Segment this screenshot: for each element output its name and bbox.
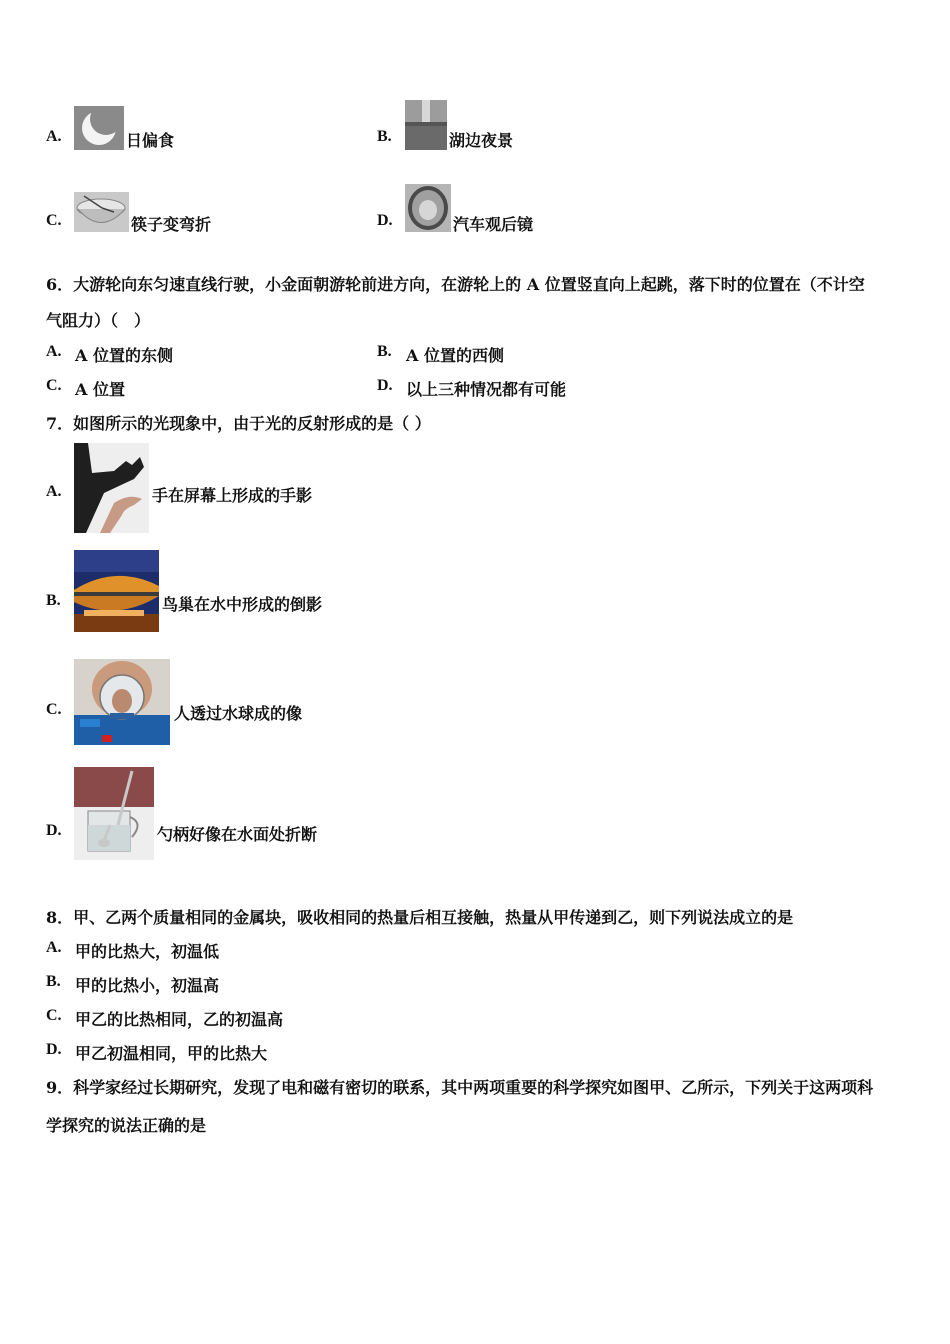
lakeside-night-photo [405, 100, 447, 150]
option-letter: A. [46, 343, 62, 360]
birds-nest-reflection-photo [74, 550, 159, 632]
option-text: 日偏食 [126, 131, 175, 150]
option-text: 手在屏幕上形成的手影 [152, 486, 313, 505]
option-letter: C. [46, 1007, 62, 1024]
option-letter: B. [377, 343, 392, 360]
question-stem-continued: 学探究的说法正确的是 [46, 1116, 207, 1135]
option-text: 湖边夜景 [449, 131, 514, 150]
option-letter: D. [377, 212, 393, 229]
option-letter: C. [46, 377, 62, 394]
partial-solar-eclipse-photo [74, 106, 124, 150]
option-letter: A. [46, 939, 62, 956]
question-stem: 9．科学家经过长期研究，发现了电和磁有密切的联系，其中两项重要的科学探究如图甲、乙所示，下列关于这两项科 [46, 1078, 874, 1097]
option-text: 勺柄好像在水面处折断 [157, 825, 318, 844]
option-letter: A. [46, 483, 62, 500]
option-letter: B. [46, 973, 61, 990]
water-ball-image-photo [74, 659, 170, 745]
option-text: 甲的比热大，初温低 [75, 942, 220, 961]
option-letter: B. [46, 592, 61, 609]
hand-shadow-photo [74, 443, 149, 533]
option-letter: D. [377, 377, 393, 394]
option-letter: B. [377, 128, 392, 145]
option-text: 甲的比热小，初温高 [75, 976, 220, 995]
option-text: 甲乙初温相同，甲的比热大 [75, 1044, 268, 1063]
option-text: A 位置 [75, 380, 125, 399]
option-text: A 位置的西侧 [406, 346, 504, 365]
question-stem: 8．甲、乙两个质量相同的金属块，吸收相同的热量后相互接触，热量从甲传递到乙，则下列说法成立的是 [46, 908, 794, 927]
question-stem: 6．大游轮向东匀速直线行驶，小金面朝游轮前进方向，在游轮上的 A 位置竖直向上起跳，落下时的位置在（不计空 [46, 275, 865, 294]
question-stem: 7．如图所示的光现象中，由于光的反射形成的是（ ） [46, 414, 431, 433]
option-letter: D. [46, 822, 62, 839]
option-text: 汽车观后镜 [453, 215, 534, 234]
option-text: 以上三种情况都有可能 [406, 380, 567, 399]
option-letter: C. [46, 701, 62, 718]
question-stem-continued: 气阻力）（ ） [46, 311, 151, 330]
option-text: 甲乙的比热相同，乙的初温高 [75, 1010, 284, 1029]
option-text: 人透过水球成的像 [174, 704, 303, 723]
chopsticks-in-bowl-photo [74, 192, 129, 232]
option-letter: A. [46, 128, 62, 145]
option-text: A 位置的东侧 [75, 346, 173, 365]
option-text: 鸟巢在水中形成的倒影 [162, 595, 323, 614]
option-letter: C. [46, 212, 62, 229]
car-rearview-mirror-photo [405, 184, 451, 232]
option-text: 筷子变弯折 [131, 215, 212, 234]
option-letter: D. [46, 1041, 62, 1058]
spoon-in-water-photo [74, 767, 154, 860]
